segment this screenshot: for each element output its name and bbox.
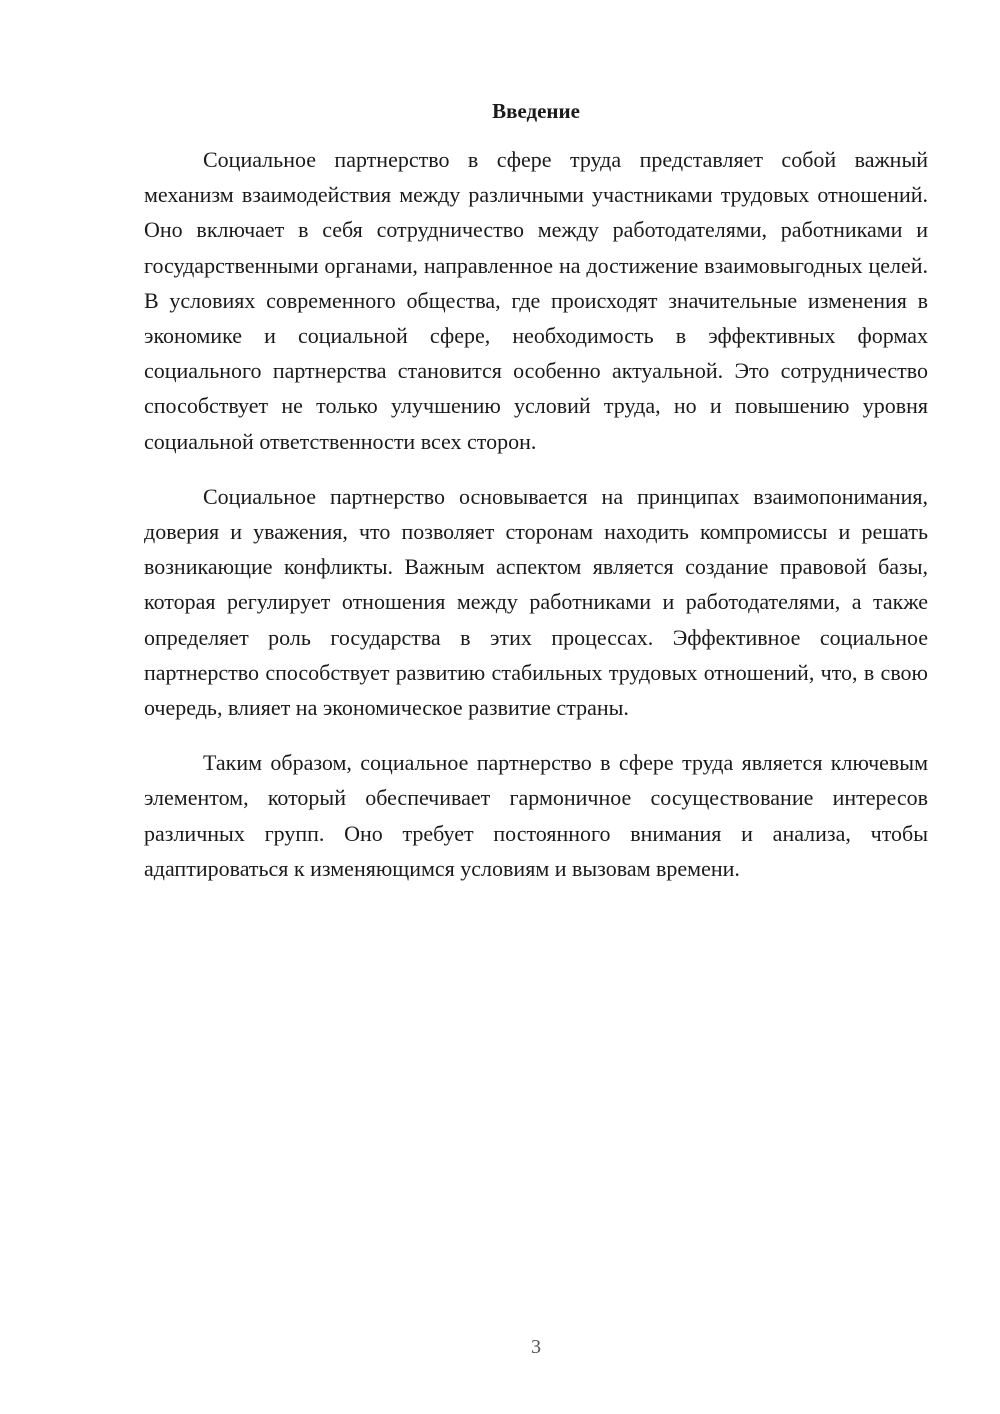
page-title: Введение (492, 99, 580, 123)
paragraph-2: Социальное партнерство основывается на принципах взаимопонимания, доверия и уважения, что позволяет сторонам находить компромиссы и решать возникающие конфликты. Важным аспектом является создание правовой базы, которая регулирует отношения между работниками и работодателями, а также определяет роль государства в этих процессах. Эффективное социальное партнерство способствует развитию стабильных трудовых отношений, что, в свою очередь, влияет на экономическое развитие страны. (144, 483, 928, 721)
paragraph-3: Таким образом, социальное партнерство в сфере труда является ключевым элементом, который обеспечивает гармоничное сосуществование интересов различных групп. Оно требует постоянного внимания и анализа, чтобы адаптироваться к изменяющимся условиям и вызовам времени. (144, 750, 928, 881)
paragraph-1: Социальное партнерство в сфере труда представляет собой важный механизм взаимодействия между различными участниками трудовых отношений. Оно включает в себя сотрудничество между работодателями, работниками и государственными органами, направленное на достижение взаимовыгодных целей. В условиях современного общества, где происходят значительные изменения в экономике и социальной сфере, необходимость в эффективных формах социального партнерства становится особенно актуальной. Это сотрудничество способствует не только улучшению условий труда, но и повышению уровня социальной ответственности всех сторон. (144, 147, 928, 454)
body-text (144, 142, 928, 886)
page-number: 3 (531, 1336, 541, 1358)
